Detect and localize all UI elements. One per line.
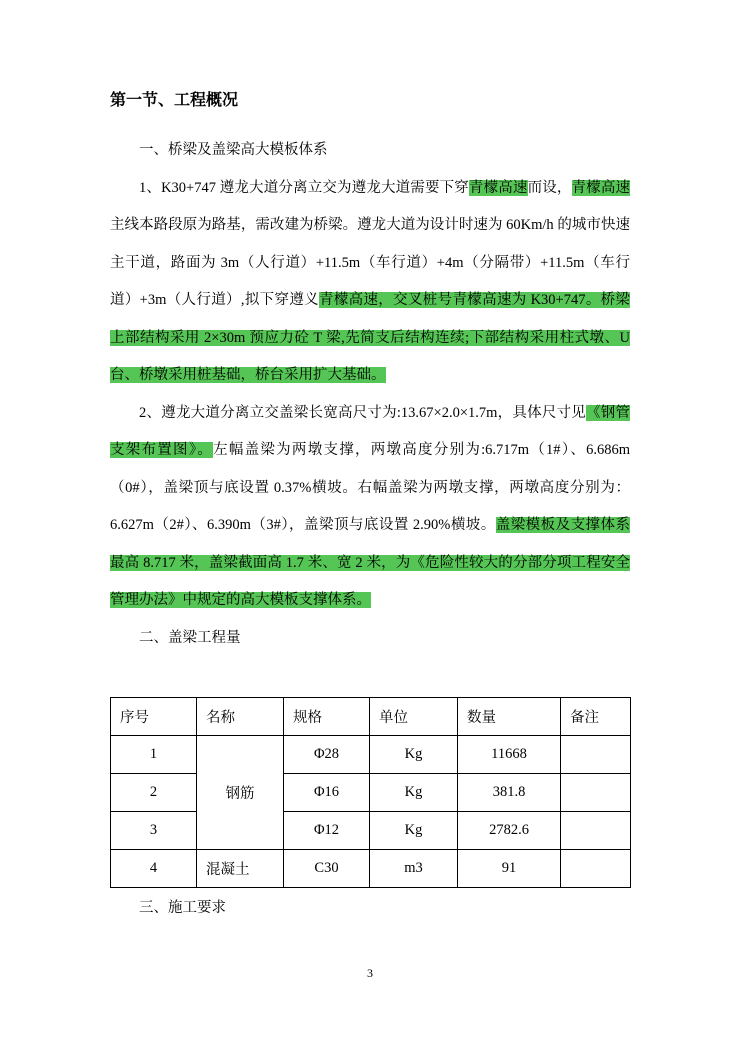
- table-cell: Kg: [370, 812, 458, 850]
- table-cell: 91: [458, 850, 561, 888]
- table-cell: Φ16: [284, 774, 370, 812]
- table-cell: 11668: [458, 736, 561, 774]
- table-cell: 4: [111, 850, 197, 888]
- text-run: 左幅盖梁为两墩支撑，两墩高度分别为:6.717m（1#）、6.686m（0#），盖梁顶与底设置 0.37%横坡。右幅盖梁为两墩支撑，两墩高度分别为：6.627m（2#）、6.390m（3#），盖梁顶与底设置 2.90%横坡。: [110, 442, 631, 533]
- page-number: 3: [367, 966, 373, 980]
- table-header-cell: 规格: [284, 698, 370, 736]
- text-run: 而设，: [527, 179, 572, 196]
- table-cell: 混凝土: [197, 850, 284, 888]
- table-cell: C30: [284, 850, 370, 888]
- paragraph-1: [110, 170, 630, 395]
- sub-heading-1: 一、桥梁及盖梁高大模板体系: [139, 142, 328, 158]
- highlighted-text-run: 青檬高速: [468, 179, 528, 196]
- table-cell: 1: [111, 736, 197, 774]
- table-cell: Kg: [370, 774, 458, 812]
- quantities-table: [110, 697, 631, 888]
- table-row: [111, 736, 631, 774]
- table-header-cell: 备注: [561, 698, 631, 736]
- table-cell: 3: [111, 812, 197, 850]
- text-run: 2、遵龙大道分离立交盖梁长宽高尺寸为:13.67×2.0×1.7m，具体尺寸见: [139, 404, 587, 421]
- table-row: [111, 774, 631, 812]
- table-cell: [561, 812, 631, 850]
- document-content: [110, 90, 630, 928]
- sub-heading-2: 二、盖梁工程量: [139, 629, 241, 646]
- highlighted-text-run: 《钢管支架布置图》。: [110, 404, 630, 458]
- table-row: [111, 850, 631, 888]
- section-title: 第一节、工程概况: [110, 92, 239, 109]
- table-cell: 2: [111, 774, 197, 812]
- table-cell: Φ12: [284, 812, 370, 850]
- table-header-row: [111, 698, 631, 736]
- table-cell: Φ28: [284, 736, 370, 774]
- paragraph-2: [110, 395, 630, 620]
- highlighted-text-run: 盖梁模板及支撑体系最高 8.717 米，盖梁截面高 1.7 米、宽 2 米，为《危险性较大的分部分项工程安全管理办法》中规定的高大模板支撑体系。: [110, 517, 630, 608]
- text-run: 1、K30+747 遵龙大道分离立交为遵龙大道需要下穿: [139, 179, 469, 196]
- highlighted-text-run: 青檬高速: [571, 179, 631, 196]
- table-row: [111, 812, 631, 850]
- table-header-cell: 数量: [458, 698, 561, 736]
- highlighted-text-run: 青檬高速，交叉桩号青檬高速为 K30+747。桥梁上部结构采用 2×30m 预应力砼 T 梁,先简支后结构连续;下部结构采用柱式墩、U 台、桥墩采用桩基础，桥台采用扩大基础。: [110, 292, 630, 383]
- table-cell: m3: [370, 850, 458, 888]
- table-cell: [561, 736, 631, 774]
- table-header-cell: 序号: [111, 698, 197, 736]
- table-header-cell: 单位: [370, 698, 458, 736]
- table-header-cell: 名称: [197, 698, 284, 736]
- table-cell: Kg: [370, 736, 458, 774]
- table-cell-merged-name: 钢筋: [197, 736, 284, 850]
- sub-heading-3: 三、施工要求: [139, 900, 226, 916]
- table-cell: 2782.6: [458, 812, 561, 850]
- text-run: 主线本路段原为路基，需改建为桥梁。遵龙大道为设计时速为 60Km/h 的城市快速主干道，路面为 3m（人行道）+11.5m（车行道）+4m（分隔带）+11.5m（车行道）+3m（人行道）,拟下穿遵义: [110, 217, 630, 308]
- table-cell: 381.8: [458, 774, 561, 812]
- table-cell: [561, 774, 631, 812]
- table-cell: [561, 850, 631, 888]
